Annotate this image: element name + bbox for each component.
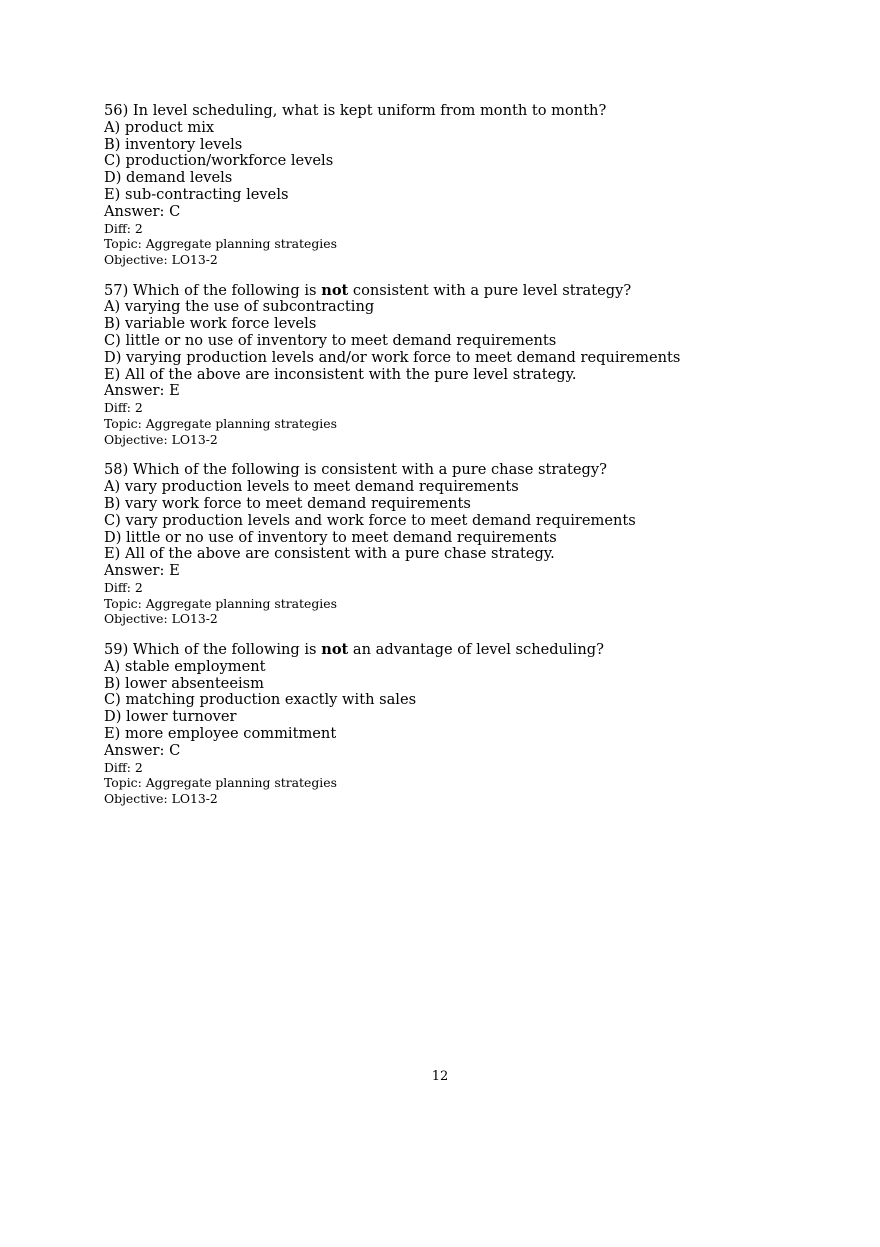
objective: Objective: LO13-2 (104, 791, 218, 807)
option-c: C) matching production exactly with sales (104, 691, 417, 709)
topic: Topic: Aggregate planning strategies (104, 775, 337, 791)
stem-text: 57) Which of the following is (104, 281, 322, 299)
question-stem (104, 283, 804, 300)
option-a: A) product mix (104, 118, 215, 136)
question-stem (104, 462, 804, 479)
option-c: C) little or no use of inventory to meet demand requirements (104, 332, 557, 350)
option-e: E) more employee commitment (104, 725, 337, 743)
question-list (104, 103, 804, 822)
option-e: E) sub-contracting levels (104, 185, 289, 203)
answer: Answer: E (104, 382, 180, 400)
option-b: B) vary work force to meet demand requirements (104, 494, 471, 512)
answer: Answer: C (104, 741, 181, 759)
difficulty: Diff: 2 (104, 759, 143, 775)
option-a: A) stable employment (104, 657, 266, 675)
difficulty: Diff: 2 (104, 220, 143, 236)
option-b: B) inventory levels (104, 135, 243, 153)
topic: Topic: Aggregate planning strategies (104, 236, 337, 252)
option-c: C) vary production levels and work force to meet demand requirements (104, 511, 636, 529)
option-e: E) All of the above are consistent with a pure chase strategy. (104, 545, 555, 563)
option-c: C) production/workforce levels (104, 152, 334, 170)
option-e: E) All of the above are inconsistent with the pure level strategy. (104, 365, 577, 383)
topic: Topic: Aggregate planning strategies (104, 595, 337, 611)
question-58 (104, 462, 804, 627)
option-a: A) varying the use of subcontracting (104, 298, 375, 316)
page-number: 12 (431, 1069, 449, 1084)
stem-text-end: an advantage of level scheduling? (348, 641, 604, 659)
objective: Objective: LO13-2 (104, 431, 218, 447)
stem-emphasis: not (321, 641, 349, 659)
stem-text: 56) In level scheduling, what is kept uniform from month to month? (104, 102, 607, 119)
objective: Objective: LO13-2 (104, 611, 218, 627)
question-56 (104, 103, 804, 268)
option-d: D) little or no use of inventory to meet demand requirements (104, 528, 557, 546)
answer: Answer: E (104, 562, 180, 580)
option-d: D) varying production levels and/or work force to meet demand requirements (104, 348, 681, 366)
question-57 (104, 283, 804, 448)
topic: Topic: Aggregate planning strategies (104, 415, 337, 431)
stem-emphasis: not (321, 281, 349, 299)
answer: Answer: C (104, 202, 181, 220)
question-59 (104, 642, 804, 807)
option-a: A) vary production levels to meet demand requirements (104, 478, 519, 496)
stem-text: 58) Which of the following is consistent with a pure chase strategy? (104, 461, 607, 479)
stem-text-end: consistent with a pure level strategy? (348, 281, 632, 299)
option-d: D) demand levels (104, 169, 233, 187)
difficulty: Diff: 2 (104, 579, 143, 595)
option-b: B) variable work force levels (104, 315, 317, 333)
question-stem (104, 642, 804, 659)
objective: Objective: LO13-2 (104, 251, 218, 267)
difficulty: Diff: 2 (104, 400, 143, 416)
question-stem (104, 103, 804, 120)
option-b: B) lower absenteeism (104, 674, 264, 692)
stem-text: 59) Which of the following is (104, 641, 322, 659)
option-d: D) lower turnover (104, 708, 237, 726)
